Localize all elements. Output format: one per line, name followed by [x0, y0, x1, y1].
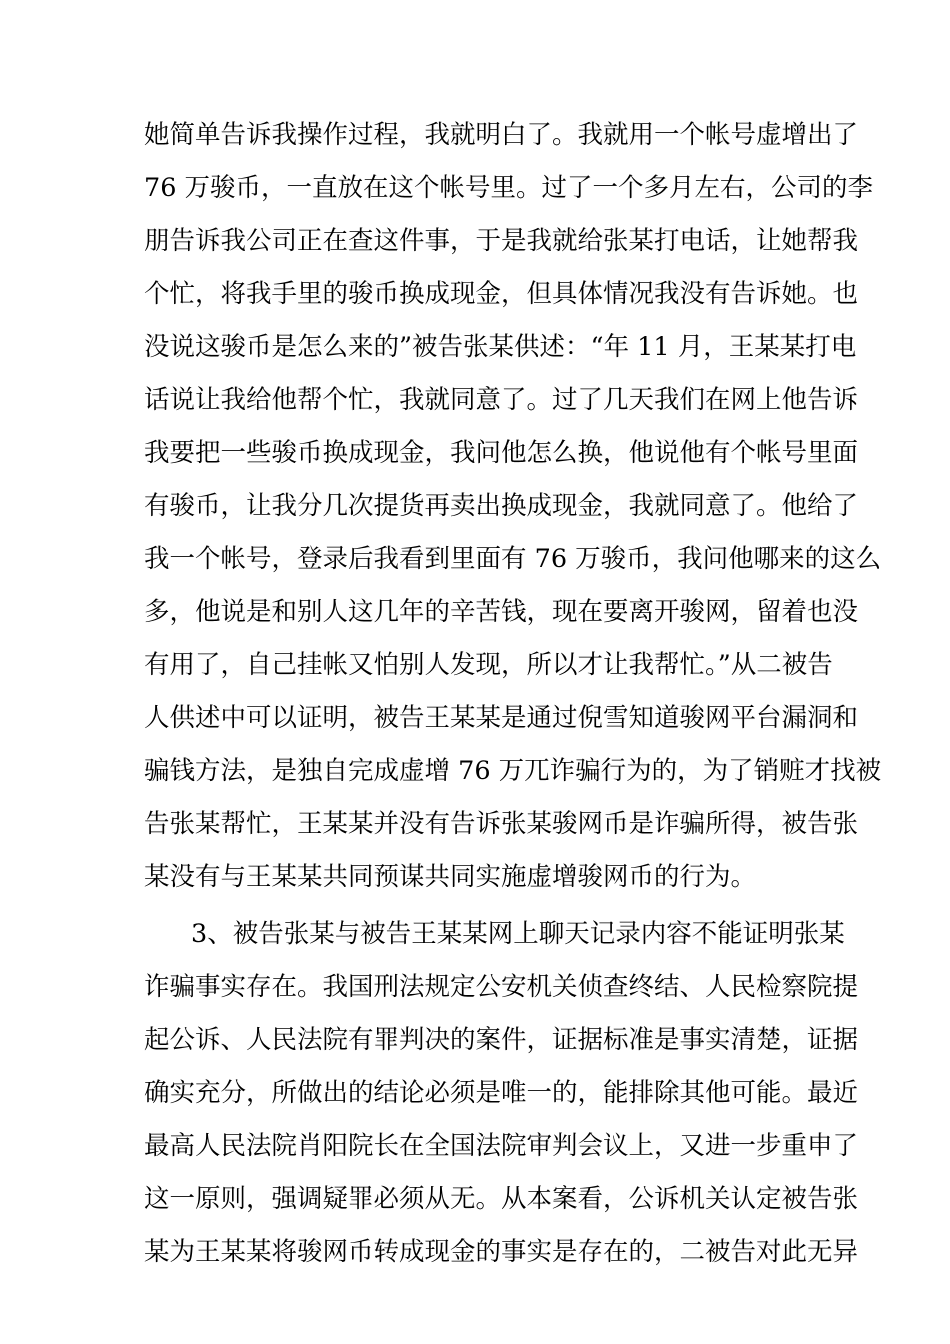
text-line: 最高人民法院肖阳院长在全国法院审判会议上，又进一步重申了 — [144, 1131, 859, 1161]
text-line: 她简单告诉我操作过程，我就明白了。我就用一个帐号虚增出了 — [144, 120, 859, 150]
text-line: 多，他说是和别人这几年的辛苦钱，现在要离开骏网，留着也没 — [144, 597, 859, 627]
text-line: 诈骗事实存在。我国刑法规定公安机关侦查终结、人民检察院提 — [144, 972, 859, 1002]
text-line: 个忙，将我手里的骏币换成现金，但具体情况我没有告诉她。也 — [144, 279, 859, 309]
text-line: 76 万骏币，一直放在这个帐号里。过了一个多月左右，公司的李 — [144, 173, 874, 203]
text-line: 有用了，自己挂帐又怕别人发现，所以才让我帮忙。”从二被告 — [144, 650, 833, 680]
text-line: 3、被告张某与被告王某某网上聊天记录内容不能证明张某 — [191, 919, 845, 949]
text-line: 确实充分，所做出的结论必须是唯一的，能排除其他可能。最近 — [144, 1078, 859, 1108]
text-line: 我一个帐号，登录后我看到里面有 76 万骏币，我问他哪来的这么 — [144, 544, 882, 574]
text-line: 有骏币，让我分几次提货再卖出换成现金，我就同意了。他给了 — [144, 491, 859, 521]
text-line: 某没有与王某某共同预谋共同实施虚增骏网币的行为。 — [144, 862, 757, 892]
text-line: 人供述中可以证明，被告王某某是通过倪雪知道骏网平台漏洞和 — [144, 703, 859, 733]
text-line: 没说这骏币是怎么来的”被告张某供述：“年 11 月，王某某打电 — [144, 332, 857, 362]
text-line: 告张某帮忙，王某某并没有告诉张某骏网币是诈骗所得，被告张 — [144, 809, 859, 839]
text-line: 话说让我给他帮个忙，我就同意了。过了几天我们在网上他告诉 — [144, 385, 859, 415]
text-line: 朋告诉我公司正在查这件事，于是我就给张某打电话，让她帮我 — [144, 226, 859, 256]
text-line: 骗钱方法，是独自完成虚增 76 万兀诈骗行为的，为了销赃才找被 — [144, 756, 882, 786]
text-line: 这一原则，强调疑罪必须从无。从本案看，公诉机关认定被告张 — [144, 1184, 859, 1214]
text-line: 起公诉、人民法院有罪判决的案件，证据标准是事实清楚，证据 — [144, 1025, 859, 1055]
text-line: 某为王某某将骏网币转成现金的事实是存在的，二被告对此无异 — [144, 1237, 859, 1267]
text-line: 我要把一些骏币换成现金，我问他怎么换，他说他有个帐号里面 — [144, 438, 859, 468]
